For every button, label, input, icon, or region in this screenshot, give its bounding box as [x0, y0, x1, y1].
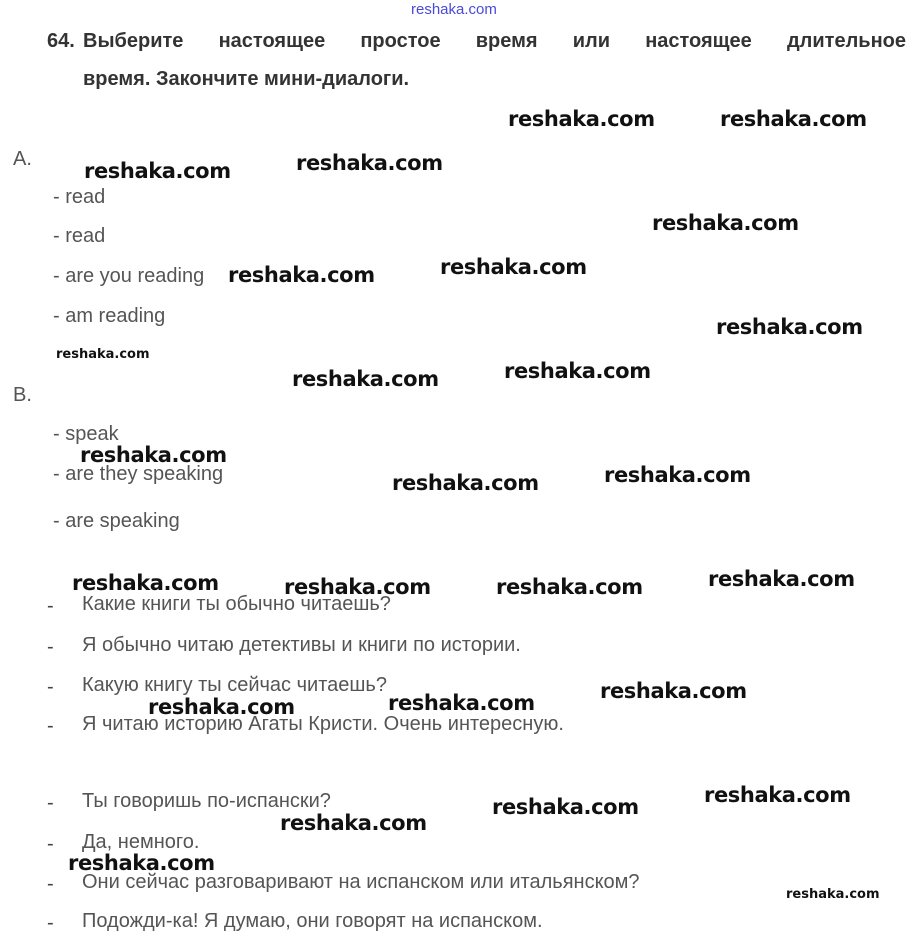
- watermark: reshaka.com: [392, 471, 539, 495]
- dialogue-dash: -: [47, 715, 54, 737]
- section-a-label: A.: [13, 148, 32, 170]
- section-a-answer: - read: [53, 186, 106, 208]
- watermark: reshaka.com: [388, 691, 535, 715]
- section-a-answer: - am reading: [53, 305, 166, 327]
- dialogue-line: Я обычно читаю детективы и книги по истории.: [82, 634, 521, 656]
- watermark: reshaka.com: [604, 463, 751, 487]
- watermark: reshaka.com: [72, 571, 219, 595]
- top-watermark: reshaka.com: [411, 1, 497, 18]
- watermark: reshaka.com: [440, 255, 587, 279]
- watermark: reshaka.com: [786, 887, 880, 902]
- dialogue-dash: -: [47, 636, 54, 658]
- section-a-answer: - are you reading: [53, 265, 205, 287]
- exercise-instruction-line2: время. Закончите мини-диалоги.: [83, 68, 410, 90]
- watermark: reshaka.com: [80, 443, 227, 467]
- section-a-answer: - read: [53, 225, 106, 247]
- watermark: reshaka.com: [296, 151, 443, 175]
- dialogue-dash: -: [47, 595, 54, 617]
- dialogue-line: Подожди-ка! Я думаю, они говорят на испанском.: [82, 910, 543, 932]
- watermark: reshaka.com: [600, 679, 747, 703]
- watermark: reshaka.com: [84, 159, 231, 183]
- exercise-number: 64.: [47, 30, 75, 52]
- dialogue-line: Я читаю историю Агаты Кристи. Очень интересную.: [82, 713, 564, 735]
- dialogue-dash: -: [47, 676, 54, 698]
- section-b-answer: - speak: [53, 423, 119, 445]
- watermark: reshaka.com: [148, 695, 295, 719]
- dialogue-line: Они сейчас разговаривают на испанском или итальянском?: [82, 871, 640, 893]
- section-b-label: B.: [13, 384, 32, 406]
- watermark: reshaka.com: [496, 575, 643, 599]
- dialogue-line: Да, немного.: [82, 831, 200, 853]
- dialogue-line: Какую книгу ты сейчас читаешь?: [82, 674, 387, 696]
- dialogue-line: Ты говоришь по-испански?: [82, 790, 331, 812]
- section-b-answer: - are they speaking: [53, 463, 224, 485]
- watermark: reshaka.com: [720, 107, 867, 131]
- watermark: reshaka.com: [292, 367, 439, 391]
- watermark: reshaka.com: [504, 359, 651, 383]
- watermark: reshaka.com: [708, 567, 855, 591]
- watermark: reshaka.com: [284, 575, 431, 599]
- watermark: reshaka.com: [508, 107, 655, 131]
- watermark: reshaka.com: [704, 783, 851, 807]
- watermark: reshaka.com: [68, 851, 215, 875]
- watermark: reshaka.com: [228, 263, 375, 287]
- dialogue-dash: -: [47, 833, 54, 855]
- watermark: reshaka.com: [652, 211, 799, 235]
- watermark: reshaka.com: [716, 315, 863, 339]
- dialogue-dash: -: [47, 873, 54, 895]
- dialogue-line: Какие книги ты обычно читаешь?: [82, 593, 391, 615]
- watermark: reshaka.com: [56, 347, 150, 362]
- dialogue-dash: -: [47, 912, 54, 934]
- watermark: reshaka.com: [492, 795, 639, 819]
- exercise-instruction-line1: Выберите настоящее простое время или настоящее длительное: [83, 30, 906, 52]
- watermark: reshaka.com: [280, 811, 427, 835]
- dialogue-dash: -: [47, 792, 54, 814]
- section-b-answer: - are speaking: [53, 510, 180, 532]
